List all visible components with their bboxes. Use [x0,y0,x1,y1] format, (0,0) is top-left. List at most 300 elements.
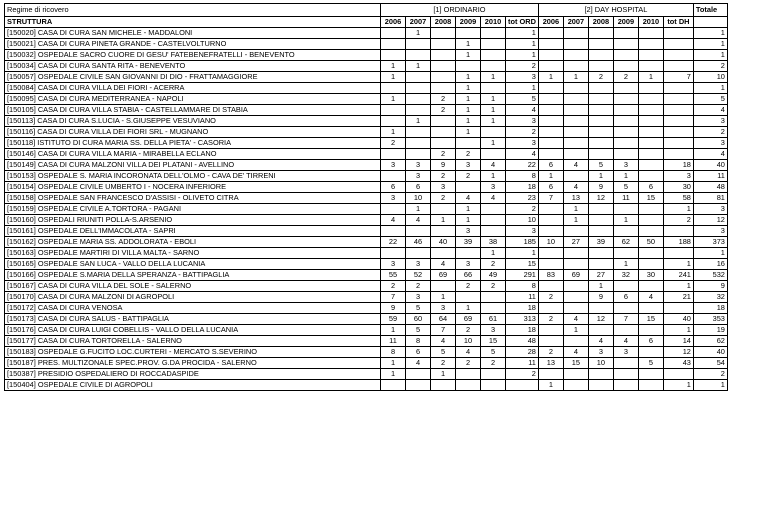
dh-year-cell [538,105,563,116]
ord-year-cell: 55 [381,270,406,281]
structure-name: [150173] CASA DI CURA SALUS - BATTIPAGLIA [5,314,381,325]
dh-year-cell [538,116,563,127]
tot-dh-cell [663,61,693,72]
dh-year-cell [638,138,663,149]
ord-year-cell: 4 [456,193,481,204]
dh-year-cell [588,303,613,314]
dh-year-cell [588,116,613,127]
ord-year-cell: 38 [481,237,506,248]
ord-year-cell: 3 [406,259,431,270]
structure-name: [150167] CASA DI CURA VILLA DEL SOLE - SALERNO [5,281,381,292]
table-row [5,28,728,39]
table-row [5,358,728,369]
dh-year-cell: 12 [588,314,613,325]
ord-year-cell: 1 [406,116,431,127]
tot-dh-cell [663,94,693,105]
structure-name: [150404] OSPEDALE CIVILE DI AGROPOLI [5,380,381,391]
total-cell: 2 [693,61,727,72]
ord-year-cell: 5 [431,347,456,358]
table-row [5,116,728,127]
ord-year-cell [381,171,406,182]
dh-year-cell [563,83,588,94]
total-cell: 3 [693,138,727,149]
ord-year-cell: 46 [406,237,431,248]
dh-year-cell [588,204,613,215]
tot-dh-cell: 2 [663,215,693,226]
tot-dh-cell [663,149,693,160]
dh-year-cell [613,248,638,259]
dh-year-cell [538,204,563,215]
dh-year-cell [563,303,588,314]
ord-year-cell: 1 [456,39,481,50]
ord-year-cell [431,248,456,259]
ord-year-cell: 69 [456,314,481,325]
dh-year-cell: 62 [613,237,638,248]
dh-year-cell [613,358,638,369]
dh-year-cell [638,160,663,171]
table-row [5,39,728,50]
ord-year-cell: 1 [456,215,481,226]
dh-year-cell [613,83,638,94]
dh-year-cell [638,215,663,226]
tot-ord-cell [506,380,539,391]
dh-year-cell: 1 [563,325,588,336]
ord-year-cell [481,204,506,215]
total-cell: 48 [693,182,727,193]
dh-year-cell [638,248,663,259]
dh-year-cell [638,171,663,182]
ord-year-cell: 1 [481,94,506,105]
dh-year-cell: 1 [563,72,588,83]
table-row [5,226,728,237]
dh-year-cell: 7 [613,314,638,325]
ord-year-cell: 40 [431,237,456,248]
ord-year-cell [481,226,506,237]
dh-year-header: 2006 [538,17,563,28]
dh-year-cell [563,259,588,270]
ord-year-cell: 2 [431,105,456,116]
dh-year-cell [613,50,638,61]
dh-year-cell [638,83,663,94]
dh-year-cell: 83 [538,270,563,281]
ord-year-cell [406,39,431,50]
ord-year-cell [406,72,431,83]
ord-year-cell: 5 [406,303,431,314]
tot-ord-cell: 3 [506,72,539,83]
tot-ord-cell: 185 [506,237,539,248]
tot-ord-cell: 8 [506,171,539,182]
structure-name: [150118] ISTITUTO DI CURA MARIA SS. DELLA PIETA' - CASORIA [5,138,381,149]
dh-year-cell: 4 [563,314,588,325]
dh-year-cell: 6 [638,182,663,193]
dh-year-cell: 15 [638,193,663,204]
ord-year-cell: 3 [456,259,481,270]
structure-name: [150154] OSPEDALE CIVILE UMBERTO I - NOCERA INFERIORE [5,182,381,193]
dh-year-cell [588,105,613,116]
tot-ord-cell: 5 [506,94,539,105]
tot-dh-cell: 241 [663,270,693,281]
table-row [5,61,728,72]
dh-year-cell [538,138,563,149]
ord-year-cell: 4 [406,358,431,369]
ord-year-cell: 1 [381,61,406,72]
dh-year-cell [638,149,663,160]
header-row-regime [5,4,728,17]
ord-year-cell [481,369,506,380]
structure-name: [150176] CASA DI CURA LUIGI COBELLIS - VALLO DELLA LUCANIA [5,325,381,336]
ord-year-cell: 1 [456,94,481,105]
dh-year-cell: 1 [538,380,563,391]
ord-year-cell [381,50,406,61]
tot-dh-cell [663,303,693,314]
dh-year-cell: 4 [613,336,638,347]
dh-year-cell: 4 [563,347,588,358]
total-cell: 10 [693,72,727,83]
ord-year-cell: 2 [431,193,456,204]
ord-year-cell: 3 [381,193,406,204]
ord-year-cell: 10 [406,193,431,204]
table-row [5,72,728,83]
ord-year-cell: 39 [456,237,481,248]
tot-dh-cell: 14 [663,336,693,347]
total-cell: 2 [693,127,727,138]
totale-empty-header [693,17,727,28]
dh-year-cell [538,325,563,336]
ord-year-cell: 4 [431,336,456,347]
ord-year-cell: 49 [481,270,506,281]
ord-year-header: 2007 [406,17,431,28]
ord-year-cell: 2 [456,281,481,292]
ord-year-cell: 69 [431,270,456,281]
ord-year-header: 2008 [431,17,456,28]
dh-year-cell [638,116,663,127]
ord-year-cell [406,226,431,237]
dh-year-cell: 39 [588,237,613,248]
tot-ord-cell: 28 [506,347,539,358]
dh-year-cell: 3 [613,160,638,171]
dh-year-cell [538,215,563,226]
tot-dh-cell [663,138,693,149]
dh-year-cell [588,325,613,336]
dh-year-cell [563,28,588,39]
table-row [5,83,728,94]
ord-year-cell: 4 [456,347,481,358]
tot-dh-cell: 58 [663,193,693,204]
tot-ord-cell: 291 [506,270,539,281]
tot-ord-cell: 18 [506,182,539,193]
table-row [5,292,728,303]
regime-label: Regime di ricovero [5,4,381,17]
ord-year-cell [381,204,406,215]
ord-year-cell: 3 [406,171,431,182]
structure-name: [150162] OSPEDALE MARIA SS. ADDOLORATA - EBOLI [5,237,381,248]
tot-dh-cell [663,105,693,116]
ord-year-cell: 1 [381,358,406,369]
dh-year-cell [563,226,588,237]
ord-year-cell: 3 [406,160,431,171]
tot-dh-cell: 1 [663,380,693,391]
table-row [5,248,728,259]
dh-year-cell: 1 [563,215,588,226]
ord-year-cell [456,138,481,149]
ord-year-cell: 4 [481,160,506,171]
dh-year-cell [538,226,563,237]
ord-year-cell: 3 [431,182,456,193]
tot-dh-cell: 1 [663,204,693,215]
dh-year-cell: 2 [588,72,613,83]
ord-year-cell [431,127,456,138]
table-row [5,138,728,149]
dh-year-cell: 4 [563,160,588,171]
structure-name: [150165] OSPEDALE SAN LUCA - VALLO DELLA LUCANIA [5,259,381,270]
dh-year-cell [563,336,588,347]
ord-year-cell [381,248,406,259]
tot-dh-cell: 188 [663,237,693,248]
ord-year-cell [406,369,431,380]
ord-year-cell: 3 [481,325,506,336]
dh-year-cell: 3 [613,347,638,358]
total-cell: 5 [693,94,727,105]
dh-year-cell: 13 [563,193,588,204]
ord-year-cell: 60 [406,314,431,325]
ord-year-cell [406,380,431,391]
total-cell: 62 [693,336,727,347]
tot-ord-cell: 2 [506,369,539,380]
dh-year-cell: 6 [638,336,663,347]
ord-year-cell [381,83,406,94]
dh-year-cell [613,325,638,336]
ord-year-cell: 22 [381,237,406,248]
ord-year-cell: 1 [431,369,456,380]
dh-year-cell: 32 [613,270,638,281]
dh-year-cell: 1 [538,72,563,83]
ord-year-cell [431,380,456,391]
total-cell: 18 [693,303,727,314]
ord-year-cell: 1 [481,138,506,149]
tot-ord-cell: 11 [506,292,539,303]
dh-year-header: 2009 [613,17,638,28]
dh-year-cell [613,39,638,50]
ord-year-cell: 9 [431,160,456,171]
dh-year-cell [588,226,613,237]
tot-dh-cell: 1 [663,325,693,336]
dh-year-cell: 5 [638,358,663,369]
ord-year-cell: 1 [456,83,481,94]
dh-year-cell [613,380,638,391]
total-cell: 40 [693,347,727,358]
total-cell: 1 [693,39,727,50]
structure-name: [150020] CASA DI CURA SAN MICHELE - MADDALONI [5,28,381,39]
dh-year-cell [563,281,588,292]
ord-year-cell: 11 [381,336,406,347]
total-cell: 54 [693,358,727,369]
tot-ord-cell: 1 [506,28,539,39]
total-cell: 3 [693,204,727,215]
ord-year-cell: 1 [481,116,506,127]
table-row [5,50,728,61]
dh-year-cell [638,347,663,358]
total-cell: 532 [693,270,727,281]
ord-year-cell: 2 [431,171,456,182]
tot-ord-cell: 1 [506,39,539,50]
dh-year-cell [613,28,638,39]
ord-year-cell [456,28,481,39]
structure-name: [150032] OSPEDALE SACRO CUORE DI GESU' FATEBENEFRATELLI - BENEVENTO [5,50,381,61]
ord-year-cell [431,281,456,292]
dh-year-cell [613,94,638,105]
dh-year-cell [638,204,663,215]
tot-dh-cell: 3 [663,171,693,182]
ord-year-cell [481,50,506,61]
ord-year-cell: 1 [381,369,406,380]
dh-year-cell [563,248,588,259]
dh-year-cell [588,215,613,226]
dh-year-cell [638,303,663,314]
ord-year-cell: 1 [381,127,406,138]
ord-year-cell: 61 [481,314,506,325]
table-row [5,127,728,138]
ord-year-cell: 10 [456,336,481,347]
ord-year-cell [481,215,506,226]
dh-year-cell [588,50,613,61]
total-cell: 19 [693,325,727,336]
dh-year-cell [563,171,588,182]
dh-year-cell [588,127,613,138]
ord-year-cell [431,138,456,149]
dh-year-cell: 10 [588,358,613,369]
ord-year-cell: 1 [456,72,481,83]
ord-year-cell [456,369,481,380]
total-cell: 40 [693,160,727,171]
table-row [5,193,728,204]
total-cell: 12 [693,215,727,226]
dh-year-cell [638,380,663,391]
dh-year-cell: 9 [588,182,613,193]
dh-year-cell [613,149,638,160]
ord-year-cell [381,28,406,39]
ord-year-cell [431,116,456,127]
dh-year-cell: 7 [538,193,563,204]
dh-year-cell: 69 [563,270,588,281]
ordinario-header: [1] ORDINARIO [381,4,539,17]
dh-year-cell [538,83,563,94]
ord-year-cell: 64 [431,314,456,325]
dh-year-cell [613,138,638,149]
ord-year-cell: 2 [431,358,456,369]
tot-ord-cell: 4 [506,149,539,160]
ord-year-cell: 3 [406,292,431,303]
ord-year-cell [481,28,506,39]
dh-year-cell: 27 [588,270,613,281]
tot-ord-cell: 22 [506,160,539,171]
ord-year-cell: 6 [381,182,406,193]
structure-name: [150084] CASA DI CURA VILLA DEI FIORI - ACERRA [5,83,381,94]
ord-year-cell: 1 [456,116,481,127]
structure-name: [150161] OSPEDALE DELL'IMMACOLATA - SAPRI [5,226,381,237]
dh-year-cell [613,226,638,237]
dh-year-cell: 1 [613,215,638,226]
ord-year-cell: 2 [481,259,506,270]
dh-year-cell [638,281,663,292]
structure-name: [150166] OSPEDALE S.MARIA DELLA SPERANZA - BATTIPAGLIA [5,270,381,281]
header-row-years [5,17,728,28]
tot-dh-cell: 7 [663,72,693,83]
structure-name: [150116] CASA DI CURA VILLA DEI FIORI SRL - MUGNANO [5,127,381,138]
dh-year-cell: 30 [638,270,663,281]
table-row [5,149,728,160]
dh-year-cell [638,369,663,380]
tot-ord-cell: 2 [506,61,539,72]
structure-name: [150172] CASA DI CURA VENOSA [5,303,381,314]
ord-year-cell [456,182,481,193]
table-row [5,347,728,358]
dh-year-cell [588,61,613,72]
ord-year-cell: 7 [381,292,406,303]
table-row [5,325,728,336]
total-cell: 1 [693,28,727,39]
ord-year-cell: 2 [456,325,481,336]
ord-year-cell: 1 [406,61,431,72]
table-row [5,94,728,105]
total-cell: 11 [693,171,727,182]
ord-year-cell [406,50,431,61]
structure-name: [150034] CASA DI CURA SANTA RITA - BENEVENTO [5,61,381,72]
ord-year-cell: 2 [456,171,481,182]
dh-year-cell [588,138,613,149]
ord-year-cell [381,105,406,116]
total-cell: 373 [693,237,727,248]
dh-year-cell [613,369,638,380]
total-cell: 32 [693,292,727,303]
tot-dh-cell: 43 [663,358,693,369]
ord-year-cell: 3 [431,303,456,314]
dh-year-cell: 5 [613,182,638,193]
ord-year-cell [431,226,456,237]
ord-year-cell [406,138,431,149]
tot-ord-cell: 2 [506,127,539,138]
ord-year-cell [431,39,456,50]
ord-year-cell: 1 [456,127,481,138]
ord-year-cell: 52 [406,270,431,281]
tot-ord-cell: 1 [506,248,539,259]
ord-year-cell: 3 [381,160,406,171]
dh-year-cell [563,116,588,127]
ord-year-cell [481,303,506,314]
dh-year-cell [563,61,588,72]
ord-year-cell: 4 [481,193,506,204]
table-row [5,215,728,226]
dh-year-cell: 11 [613,193,638,204]
table-row [5,259,728,270]
ord-year-cell [406,105,431,116]
ord-year-cell: 6 [406,347,431,358]
dh-year-cell [613,281,638,292]
tot-dh-header: tot DH [663,17,693,28]
table-row [5,369,728,380]
ord-year-cell [481,83,506,94]
ord-year-cell: 1 [456,204,481,215]
dh-year-cell [588,380,613,391]
dh-year-cell [563,149,588,160]
dh-year-cell [613,105,638,116]
total-cell: 1 [693,83,727,94]
dh-year-cell [588,369,613,380]
ord-year-cell: 2 [431,149,456,160]
tot-ord-cell: 11 [506,358,539,369]
ord-year-cell: 1 [456,50,481,61]
dh-year-cell: 5 [588,160,613,171]
table-row [5,270,728,281]
